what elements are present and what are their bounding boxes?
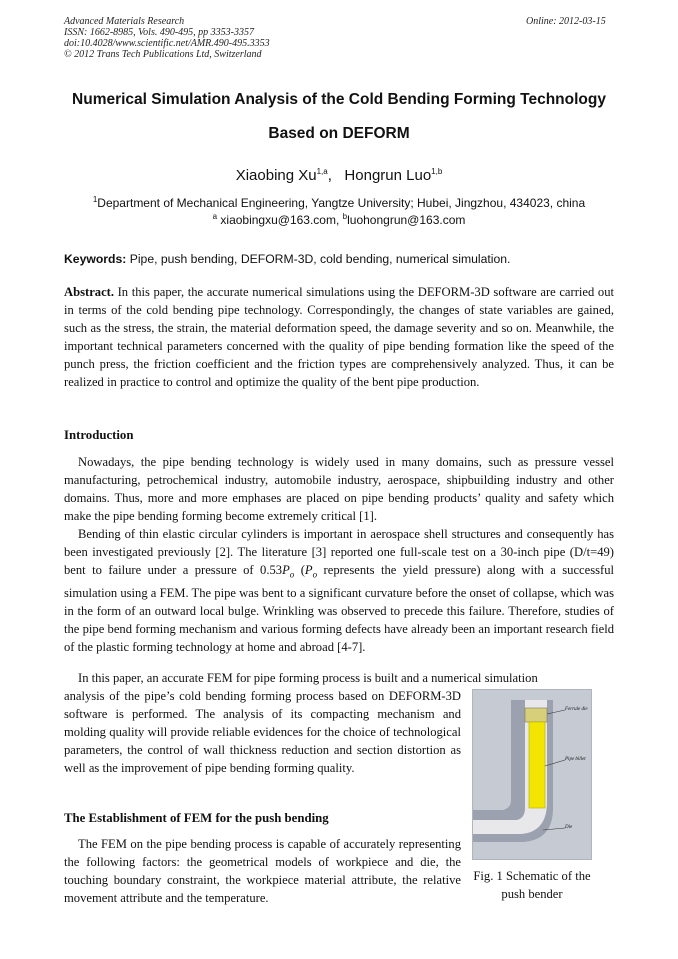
intro-paragraph-2 <box>64 525 614 656</box>
doi-line: doi:10.4028/www.scientific.net/AMR.490-495.3353 <box>64 38 270 49</box>
abstract-text: In this paper, the accurate numerical simulations using the DEFORM-3D software are carried out in terms of the cold bending pipe technology. Correspondingly, the changes of state variables are gained, such as the stress, the strain, the material deformation speed, the damage severity and so on. Meanwhile, the important technical parameters concerned with the quality of pipe bending formation like the speed of the punch press, the friction coefficient and the friction types are comprehensively analyzed. Thus, it can be realized in practice to control and optimize the quality of the bent pipe production. <box>64 285 614 389</box>
page-title-line-2: Based on DEFORM <box>268 125 410 142</box>
keywords-label: Keywords: <box>64 252 127 266</box>
label-die: Die <box>565 825 573 830</box>
intro-p2-text-a: Bending of thin elastic circular cylinders is important in aerospace shell structures and consequently has been investigated previously [2]. The literature [3] reported one full-scale test on a 30-inch pipe (D/t=49) bent to failure under a pressure of 0.53 <box>64 527 614 577</box>
fem-paragraph-1 <box>64 835 461 907</box>
affiliation-sup: 1 <box>92 195 98 204</box>
intro-p1-text: Nowadays, the pipe bending technology is widely used in many domains, such as pressure vessel manufacturing, petrochemical industry, automobile industry, aerospace, shipbuilding industry and other domains. Thus, more and more emphases are placed on pipe bending products’ quality and safety which make the pipe bending forming become extremely critical [1]. <box>64 455 614 523</box>
pipe-billet <box>529 722 545 808</box>
figure-push-bender <box>472 689 592 860</box>
label-ferrule-die: Ferrule die <box>565 707 588 712</box>
author-line <box>0 167 678 184</box>
journal-name: Advanced Materials Research <box>64 16 185 27</box>
intro-p3-first-line: In this paper, an accurate FEM for pipe forming process is built and a numerical simulation <box>78 671 538 685</box>
section-heading-introduction: Introduction <box>64 428 134 442</box>
copyright-line: © 2012 Trans Tech Publications Ltd, Switzerland <box>64 49 262 60</box>
push-bender-schematic <box>473 690 591 859</box>
keywords-text: Pipe, push bending, DEFORM-3D, cold bending, numerical simulation. <box>126 252 511 266</box>
keywords <box>64 252 510 266</box>
intro-p2-text-b: ( <box>294 563 305 577</box>
section-heading-fem: The Establishment of FEM for the push bending <box>64 811 329 825</box>
online-date: Online: 2012-03-15 <box>526 16 606 27</box>
email-b: luohongrun@163.com <box>347 213 466 227</box>
journal-header <box>64 16 270 60</box>
affiliation <box>0 196 678 210</box>
symbol-p: P <box>282 563 290 577</box>
abstract-label: Abstract. <box>64 285 115 299</box>
symbol-sub-o-2: o <box>312 569 318 580</box>
label-pipe-billet: Pipe billet <box>565 757 586 762</box>
author-2-affil: 1,b <box>431 167 443 176</box>
intro-paragraph-3-rest: analysis of the pipe’s cold bending forming process based on DEFORM-3D software is performed. The analysis of its compacting mechanism and molding quality will provide reliable evidences for the choice of technological parameters, the control of wall thickness reduction and section distortion as well as the improvement of pipe bending forming quality. <box>64 689 461 775</box>
author-2-name: Hongrun Luo <box>344 167 432 184</box>
issn-line: ISSN: 1662-8985, Vols. 490-495, pp 3353-3357 <box>64 27 254 38</box>
symbol-p-2: P <box>304 563 313 577</box>
abstract-paragraph <box>64 283 614 391</box>
fem-p1-text: The FEM on the pipe bending process is capable of accurately representing the following factors: the geometrical models of workpiece and die, the touching boundary constraint, the workpiece material attribute, the relative movement attribute and the temperature. <box>64 837 461 905</box>
figure-caption: Fig. 1 Schematic of the push bender <box>473 869 591 901</box>
intro-paragraph-3-line-1 <box>64 669 614 687</box>
page-title-line-1: Numerical Simulation Analysis of the Cold Bending Forming Technology <box>72 91 606 108</box>
ferrule-die <box>525 708 547 722</box>
author-separator: , <box>327 167 332 184</box>
email-line <box>0 213 678 227</box>
email-b-sup: b <box>342 212 348 221</box>
email-a: xiaobingxu@163.com, <box>217 213 343 227</box>
intro-paragraph-1 <box>64 453 614 525</box>
email-a-sup: a <box>212 212 218 221</box>
intro-p2-text-c: represents the yield pressure) along with a successful simulation using a FEM. The pipe was bent to a significant curvature before the onset of collapse, which was in the form of an outward local bulge. Wrinkling was observed to precede this failure. Therefore, studies of the pipe bend forming mechanism and various forming defects have already been an important research field of the plastic forming technology at home and abroad [4-7]. <box>64 563 614 654</box>
affiliation-text: Department of Mechanical Engineering, Yangtze University; Hubei, Jingzhou, 434023, china <box>97 196 586 210</box>
author-1-affil: 1,a <box>316 167 328 176</box>
author-1-name: Xiaobing Xu <box>235 167 317 184</box>
symbol-sub-o: o <box>289 569 295 580</box>
